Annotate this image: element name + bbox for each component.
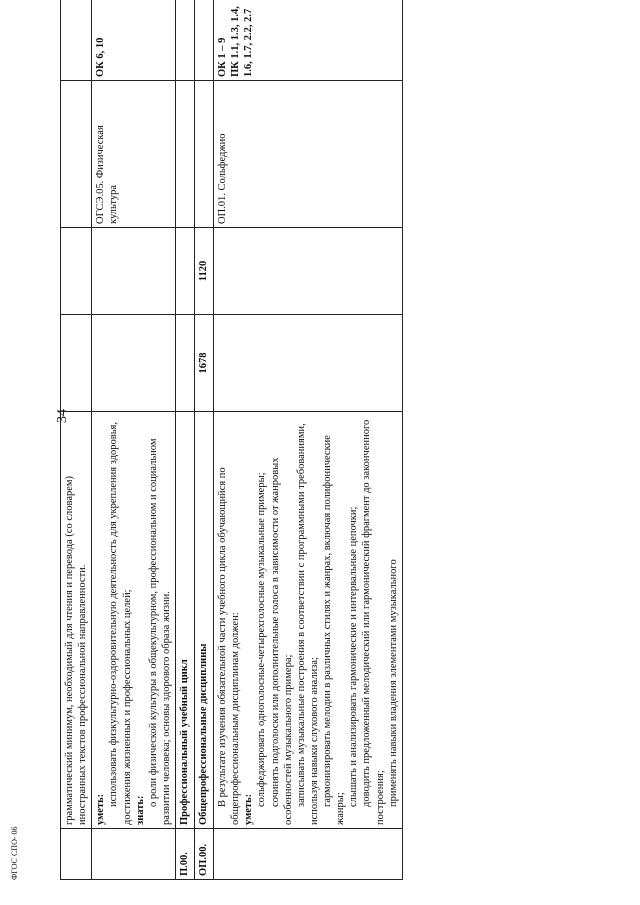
- znat-text: о роли физической культуры в общекультурном, профессиональном и социальном развитии человека; основы здорового образа жизни.: [147, 438, 172, 825]
- umet-label: уметь:: [243, 793, 255, 825]
- required-hours-cell: [176, 228, 195, 315]
- umet-label: уметь:: [95, 793, 107, 825]
- max-hours-cell: [176, 315, 195, 412]
- code-cell: П.00.: [176, 829, 195, 880]
- list-item: записывать музыкальные построения в соответствии с программными требованиями, используя навыки слухового анализа;: [295, 423, 320, 825]
- max-hours-cell: [61, 315, 92, 412]
- required-hours-cell: [92, 228, 176, 315]
- competencies-cell: [61, 0, 92, 81]
- code-cell: [92, 829, 176, 880]
- max-hours-cell: 1678: [195, 315, 214, 412]
- discipline-cell: [176, 81, 195, 228]
- competencies-cell: ОК 6, 10: [92, 0, 176, 81]
- standards-table-container: [60, 6, 540, 880]
- competencies-professional: ПК 1.1, 1.3, 1.4, 1.6, 1.7, 2.2, 2.7: [230, 6, 255, 77]
- list-item: сольфеджировать одноголосные-четырехголосные музыкальные примеры;: [256, 472, 268, 807]
- page-number: 34: [55, 409, 70, 423]
- table-row: [61, 0, 92, 880]
- footer-code: ФГОС СПО- 06: [10, 826, 19, 880]
- section-title-cell: Профессиональный учебный цикл: [176, 412, 195, 829]
- list-item: гармонизировать мелодии в различных стилях и жанрах, включая полифонические жанры;: [322, 435, 347, 825]
- competencies-cell: [195, 0, 214, 81]
- required-hours-cell: [214, 228, 403, 315]
- competencies-cell: [214, 0, 403, 81]
- code-cell: [61, 829, 92, 880]
- table-row: [195, 0, 214, 880]
- table-row: [176, 0, 195, 880]
- code-cell: ОП.00.: [195, 829, 214, 880]
- max-hours-cell: [92, 315, 176, 412]
- intro-text: В результате изучения обязательной части учебного цикла обучающийся по общепрофессиональным дисциплинам должен:: [217, 467, 242, 825]
- discipline-cell: ОГСЭ.05. Физическая культура: [92, 81, 176, 228]
- discipline-cell: [61, 81, 92, 228]
- required-hours-cell: [61, 228, 92, 315]
- znat-label: знать:: [134, 795, 146, 825]
- content-cell: грамматический минимум, необходимый для чтения и перевода (со словарем) иностранных текстов профессиональной направленности.: [61, 412, 92, 829]
- table-row: [214, 0, 403, 880]
- umet-text: использовать физкультурно-оздоровительную деятельность для укрепления здоровья, достижения жизненных и профессиональных целей;: [108, 422, 133, 825]
- table-row: [92, 0, 176, 880]
- discipline-cell: [195, 81, 214, 228]
- content-cell: [214, 412, 403, 829]
- list-item: слышать и анализировать гармонические и интервальные цепочки;: [348, 506, 360, 807]
- competencies-cell: [176, 0, 195, 81]
- discipline-cell: ОП.01. Сольфеджио: [214, 81, 403, 228]
- list-item: применять навыки владения элементами музыкального: [387, 559, 399, 807]
- max-hours-cell: [214, 315, 403, 412]
- standards-table: [60, 0, 403, 880]
- section-title-cell: Общепрофессиональные дисциплины: [195, 412, 214, 829]
- list-item: доводить предложенный мелодический или гармонический фрагмент до законченного построения;: [361, 419, 386, 825]
- content-cell: [92, 412, 176, 829]
- required-hours-cell: 1120: [195, 228, 214, 315]
- competencies-general: ОК 1 – 9: [217, 37, 228, 77]
- code-cell: [214, 829, 403, 880]
- list-item: сочинять подголоски или дополнительные голоса в зависимости от жанровых особенностей музыкального примера;: [269, 457, 294, 825]
